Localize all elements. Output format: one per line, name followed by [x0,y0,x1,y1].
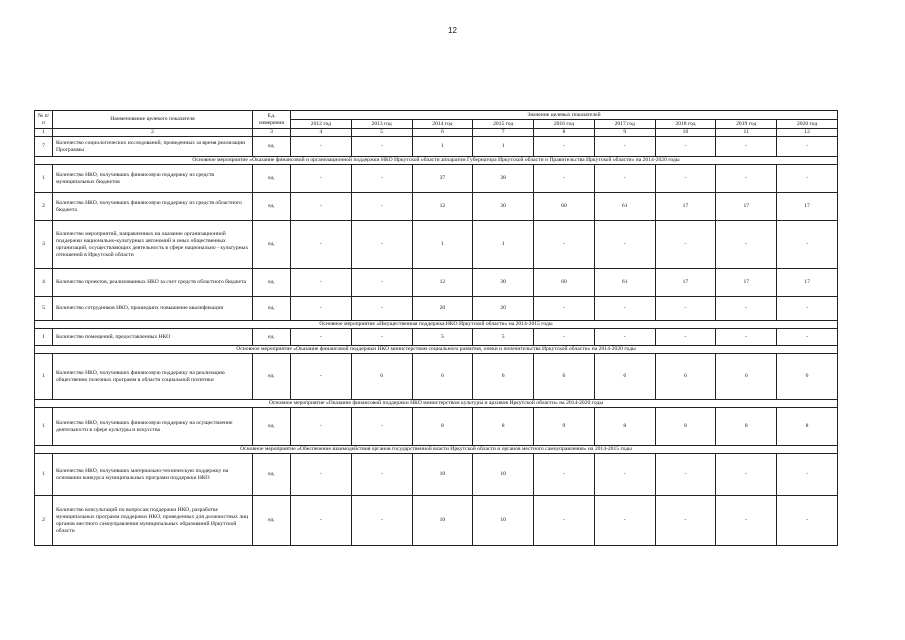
header-year: 2014 год [412,120,473,129]
value-cell: 17 [655,269,716,297]
header-year: 2020 год [777,120,838,129]
value-cell: - [716,221,777,269]
header-year: 2016 год [534,120,595,129]
value-cell: - [534,137,595,157]
value-cell: 6 [777,354,838,400]
value-cell: - [351,329,412,346]
column-number: 8 [534,129,595,137]
value-cell: 6 [594,354,655,400]
value-cell: 10 [473,454,534,496]
value-cell: - [655,137,716,157]
table-row [35,297,838,321]
value-cell: - [655,329,716,346]
value-cell: 17 [716,269,777,297]
indicator-name: Количество социологических исследований, проведенных за время реализации Программы [53,137,253,157]
header-year: 2017 год [594,120,655,129]
value-cell: - [351,408,412,446]
value-cell: 1 [473,221,534,269]
value-cell: - [594,454,655,496]
column-number: 3 [253,129,291,137]
value-cell: 8 [777,408,838,446]
column-number: 12 [777,129,838,137]
indicator-name: Количество НКО, получивших материально-техническую поддержку на основании конкурса муниципальных программ поддержки НКО [53,454,253,496]
indicator-name: Количество НКО, получивших финансовую поддержку из средств областного бюджета [53,193,253,221]
row-number: 1 [35,329,53,346]
table-row [35,221,838,269]
value-cell: 12 [412,269,473,297]
table-row [35,496,838,546]
column-number: 1 [35,129,53,137]
value-cell: - [716,297,777,321]
value-cell: 37 [412,165,473,193]
value-cell: 5 [473,329,534,346]
value-cell: - [534,297,595,321]
column-number: 9 [594,129,655,137]
row-number: 5 [35,297,53,321]
value-cell: - [351,297,412,321]
value-cell: 30 [473,193,534,221]
column-number: 4 [291,129,352,137]
table-row [35,137,838,157]
value-cell: - [534,329,595,346]
section-row [35,346,838,354]
value-cell: - [777,137,838,157]
value-cell: - [594,496,655,546]
value-cell: 8 [655,408,716,446]
value-cell: 10 [473,496,534,546]
value-cell: 6 [534,354,595,400]
section-title: Основное мероприятие «Оказание финансовой поддержки НКО министерством культуры и архивов Иркутской области» на 2014-2020 годы [35,400,838,408]
section-row [35,157,838,165]
unit-cell: ед. [253,165,291,193]
value-cell: 20 [473,297,534,321]
unit-cell: ед. [253,221,291,269]
value-cell: 17 [777,269,838,297]
value-cell: 6 [716,354,777,400]
header-year: 2015 год [473,120,534,129]
value-cell: 61 [594,269,655,297]
column-number: 5 [351,129,412,137]
value-cell: - [594,329,655,346]
value-cell: 20 [412,297,473,321]
row-number: 1 [35,408,53,446]
indicators-table [34,110,838,546]
value-cell: - [534,454,595,496]
value-cell: - [351,454,412,496]
value-cell: - [534,496,595,546]
value-cell: - [777,454,838,496]
value-cell: 17 [655,193,716,221]
value-cell: - [594,221,655,269]
column-number: 6 [412,129,473,137]
value-cell: - [655,454,716,496]
table-row [35,408,838,446]
value-cell: - [716,496,777,546]
value-cell: - [716,329,777,346]
value-cell: - [291,221,352,269]
value-cell: 10 [412,496,473,546]
unit-cell: ед. [253,193,291,221]
indicator-name: Количество консультаций по вопросам поддержки НКО, разработке муниципальных программ поддержки НКО, проведенных для должностных лиц органов местного самоуправления муниципальных образований Иркутской области [53,496,253,546]
unit-cell: ед. [253,408,291,446]
indicator-name: Количество проектов, реализованных НКО за счет средств областного бюджета [53,269,253,297]
value-cell: 30 [473,269,534,297]
column-number: 7 [473,129,534,137]
row-number: 7 [35,137,53,157]
unit-cell: ед. [253,496,291,546]
section-row [35,321,838,329]
value-cell: - [716,165,777,193]
value-cell: - [351,496,412,546]
value-cell: - [291,454,352,496]
value-cell: 38 [473,165,534,193]
value-cell: 1 [473,137,534,157]
row-number: 4 [35,269,53,297]
value-cell: 8 [716,408,777,446]
value-cell: 6 [351,354,412,400]
section-title: Основное мероприятие «Оказание финансовой поддержки НКО министерством социального развития, опеки и попечительства Иркутской области» на 2014-2020 годы [35,346,838,354]
value-cell: - [291,269,352,297]
row-number: 2 [35,496,53,546]
value-cell: 10 [412,454,473,496]
value-cell: 6 [473,354,534,400]
value-cell: - [777,297,838,321]
indicator-name: Количество мероприятий, направленных на оказание организационной поддержки национально-культурных автономий и иных общественных организаций, осуществляющих деятельность в сфере национально - культурных отношений в Иркутской области [53,221,253,269]
header-indicator-name: Наименование целевого показателя [53,111,253,129]
value-cell: - [594,137,655,157]
value-cell: 9 [534,408,595,446]
value-cell: - [351,221,412,269]
unit-cell: ед. [253,297,291,321]
value-cell: - [291,329,352,346]
row-number: 1 [35,354,53,400]
row-number: 2 [35,193,53,221]
table-row [35,193,838,221]
row-number: 3 [35,221,53,269]
header-target-values: Значение целевых показателей [291,111,838,120]
value-cell: - [291,496,352,546]
value-cell: - [534,221,595,269]
indicator-name: Количество сотрудников НКО, прошедших повышение квалификации [53,297,253,321]
unit-cell: ед. [253,269,291,297]
value-cell: - [777,496,838,546]
table-row [35,329,838,346]
value-cell: 60 [534,193,595,221]
value-cell: 17 [716,193,777,221]
table-row [35,165,838,193]
indicator-name: Количество помещений, предоставленных НКО [53,329,253,346]
header-number: № п/п [35,111,53,129]
header-year: 2013 год [351,120,412,129]
value-cell: - [777,165,838,193]
header-unit: Ед. измерения [253,111,291,129]
unit-cell: ед. [253,454,291,496]
value-cell: - [291,408,352,446]
table-row [35,354,838,400]
table-row [35,269,838,297]
value-cell: - [594,297,655,321]
column-number: 2 [53,129,253,137]
value-cell: 17 [777,193,838,221]
value-cell: - [351,193,412,221]
indicator-name: Количество НКО, получивших финансовую поддержку из средств муниципальных бюджетов [53,165,253,193]
section-row [35,400,838,408]
value-cell: - [716,454,777,496]
value-cell: - [655,165,716,193]
value-cell: - [777,221,838,269]
value-cell: 5 [412,329,473,346]
value-cell: - [655,221,716,269]
row-number: 1 [35,165,53,193]
header-year: 2012 год [291,120,352,129]
value-cell: - [534,165,595,193]
indicator-name: Количество НКО, получивших финансовую поддержку на осуществление деятельности в сфере культуры и искусства [53,408,253,446]
value-cell: 1 [412,137,473,157]
value-cell: - [291,165,352,193]
value-cell: 61 [594,193,655,221]
page-number: 12 [448,26,457,35]
header-year: 2019 год [716,120,777,129]
value-cell: - [351,165,412,193]
value-cell: - [291,193,352,221]
value-cell: 60 [534,269,595,297]
value-cell: 6 [412,354,473,400]
value-cell: 8 [412,408,473,446]
value-cell: 6 [655,354,716,400]
section-title: Основное мероприятие «Оказание финансовой и организационной поддержки НКО Иркутской области аппаратом Губернатора Иркутской области и Правительства Иркутской области» на 2014-2020 годы [35,157,838,165]
value-cell: - [594,165,655,193]
value-cell: - [291,297,352,321]
value-cell: - [716,137,777,157]
unit-cell: ед. [253,329,291,346]
value-cell: - [351,137,412,157]
section-title: Основное мероприятие «Имущественная поддержка НКО Иркутской области» на 2014-2015 годы [35,321,838,329]
value-cell: 12 [412,193,473,221]
indicator-name: Количество НКО, получивших финансовую поддержку на реализацию общественно полезных программ в области социальной политики [53,354,253,400]
column-number: 11 [716,129,777,137]
table-row [35,454,838,496]
value-cell: - [777,329,838,346]
section-row [35,446,838,454]
column-number: 10 [655,129,716,137]
header-year: 2018 год [655,120,716,129]
value-cell: - [655,297,716,321]
unit-cell: ед. [253,354,291,400]
value-cell: 1 [412,221,473,269]
value-cell: 8 [594,408,655,446]
unit-cell: ед. [253,137,291,157]
value-cell: 8 [473,408,534,446]
value-cell: - [291,354,352,400]
row-number: 1 [35,454,53,496]
value-cell: - [351,269,412,297]
value-cell: - [655,496,716,546]
section-title: Основное мероприятие «Обеспечение взаимодействия органов государственной власти Иркутской области и органов местного самоуправления» на 2014-2015 годы [35,446,838,454]
value-cell: - [291,137,352,157]
